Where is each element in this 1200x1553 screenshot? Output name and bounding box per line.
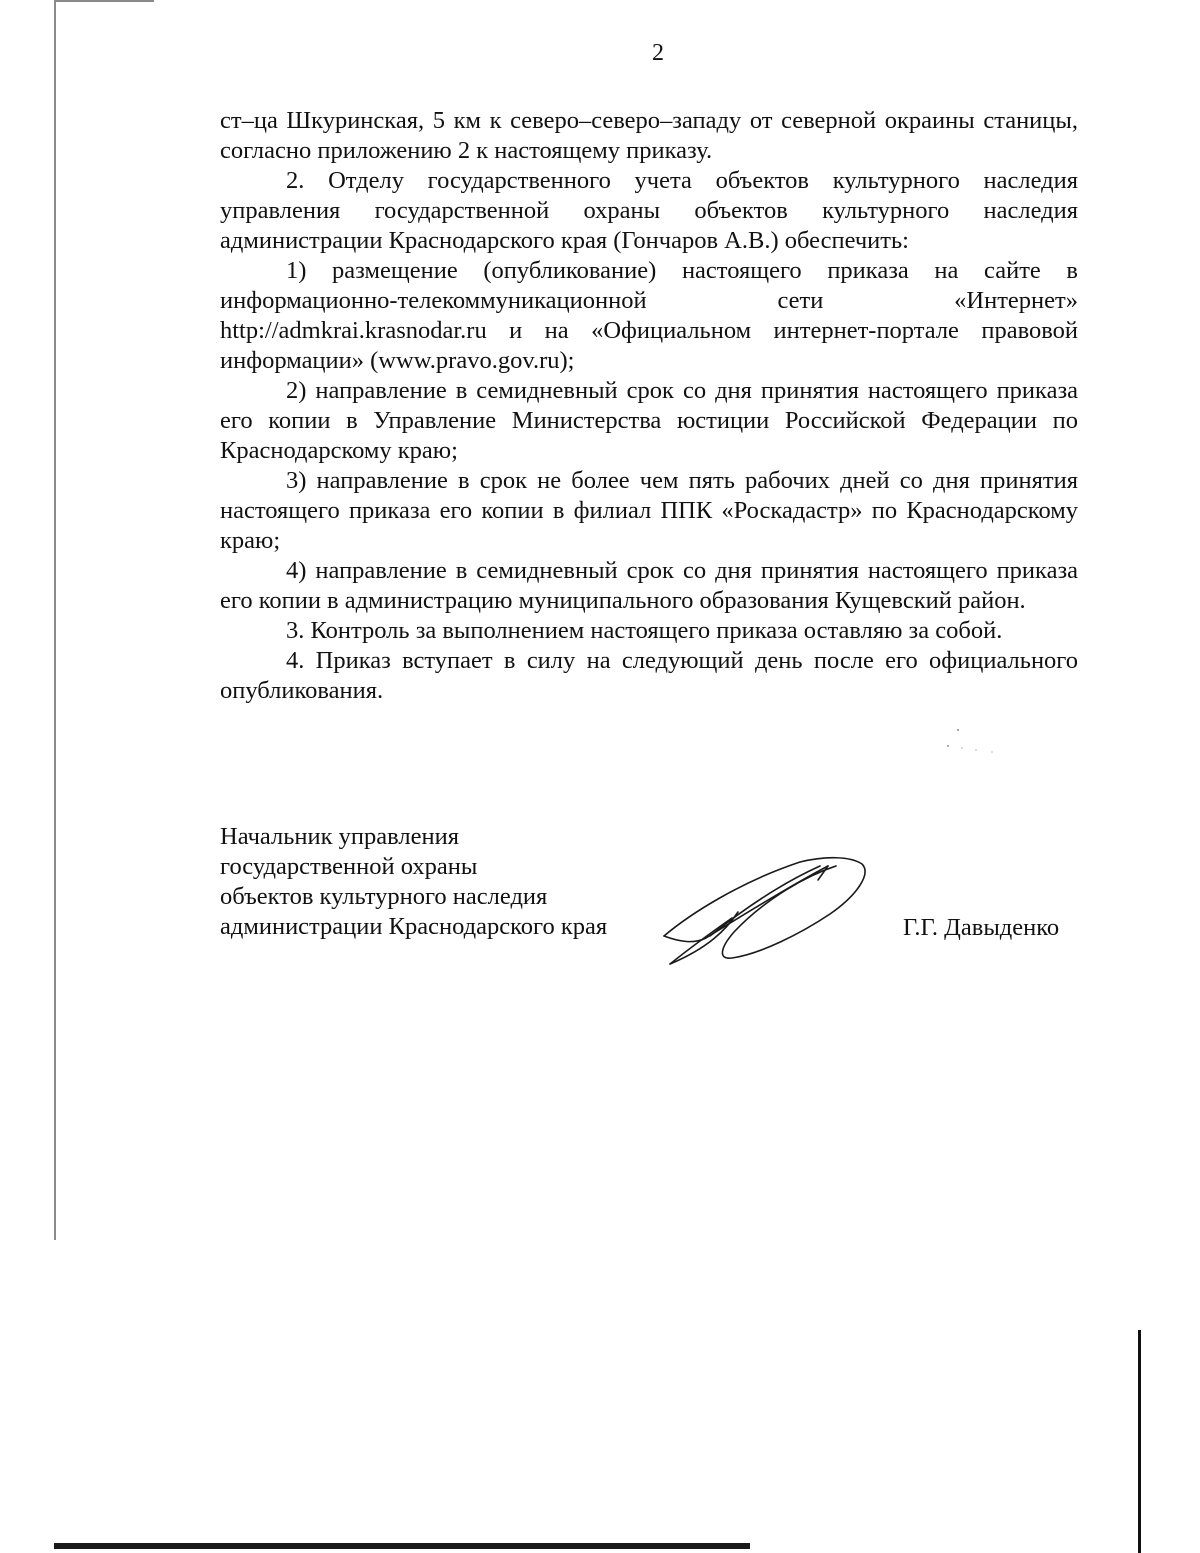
scan-speckle bbox=[940, 726, 1010, 756]
signatory-title-line: государственной охраны bbox=[220, 853, 478, 880]
handwritten-signature-icon bbox=[650, 852, 880, 972]
paragraph-item-2: 2. Отделу государственного учета объектов культурного наследия управления государственной охраны объектов культурного наследия администрации Краснодарского края (Гончаров А.В.) обеспечить: bbox=[220, 167, 1078, 254]
signatory-title-line: Начальник управления bbox=[220, 823, 459, 850]
scan-edge-right bbox=[1138, 1330, 1141, 1553]
document-body bbox=[220, 106, 1078, 706]
paragraph-subitem-1: 1) размещение (опубликование) настоящего приказа на сайте в информационно-телекоммуникационной сети «Интернет» http://admkrai.krasnodar.ru и на «Официальном интернет-портале правовой информации» (www.pravo.gov.ru); bbox=[220, 257, 1078, 374]
paragraph-subitem-3: 3) направление в срок не более чем пять рабочих дней со дня принятия настоящего приказа его копии в филиал ППК «Роскадастр» по Краснодарскому краю; bbox=[220, 467, 1078, 554]
paragraph-subitem-2: 2) направление в семидневный срок со дня принятия настоящего приказа его копии в Управление Министерства юстиции Российской Федерации по Краснодарскому краю; bbox=[220, 377, 1078, 464]
paragraph-subitem-4: 4) направление в семидневный срок со дня принятия настоящего приказа его копии в администрацию муниципального образования Кущевский район. bbox=[220, 557, 1078, 614]
page-number: 2 bbox=[652, 40, 664, 66]
paragraph-item-4: 4. Приказ вступает в силу на следующий день после его официального опубликования. bbox=[220, 647, 1078, 704]
scan-edge-bottom bbox=[54, 1543, 750, 1549]
scan-edge-left bbox=[54, 0, 56, 1240]
paragraph-item-3: 3. Контроль за выполнением настоящего приказа оставляю за собой. bbox=[286, 617, 1003, 644]
signatory-name: Г.Г. Давыденко bbox=[903, 914, 1060, 941]
signatory-title-line: объектов культурного наследия bbox=[220, 883, 548, 910]
scan-edge-top bbox=[54, 0, 154, 2]
paragraph-continuation: ст–ца Шкуринская, 5 км к северо–северо–западу от северной окраины станицы, согласно приложению 2 к настоящему приказу. bbox=[220, 107, 1078, 164]
signatory-title bbox=[220, 822, 607, 942]
signatory-title-line: администрации Краснодарского края bbox=[220, 913, 608, 940]
